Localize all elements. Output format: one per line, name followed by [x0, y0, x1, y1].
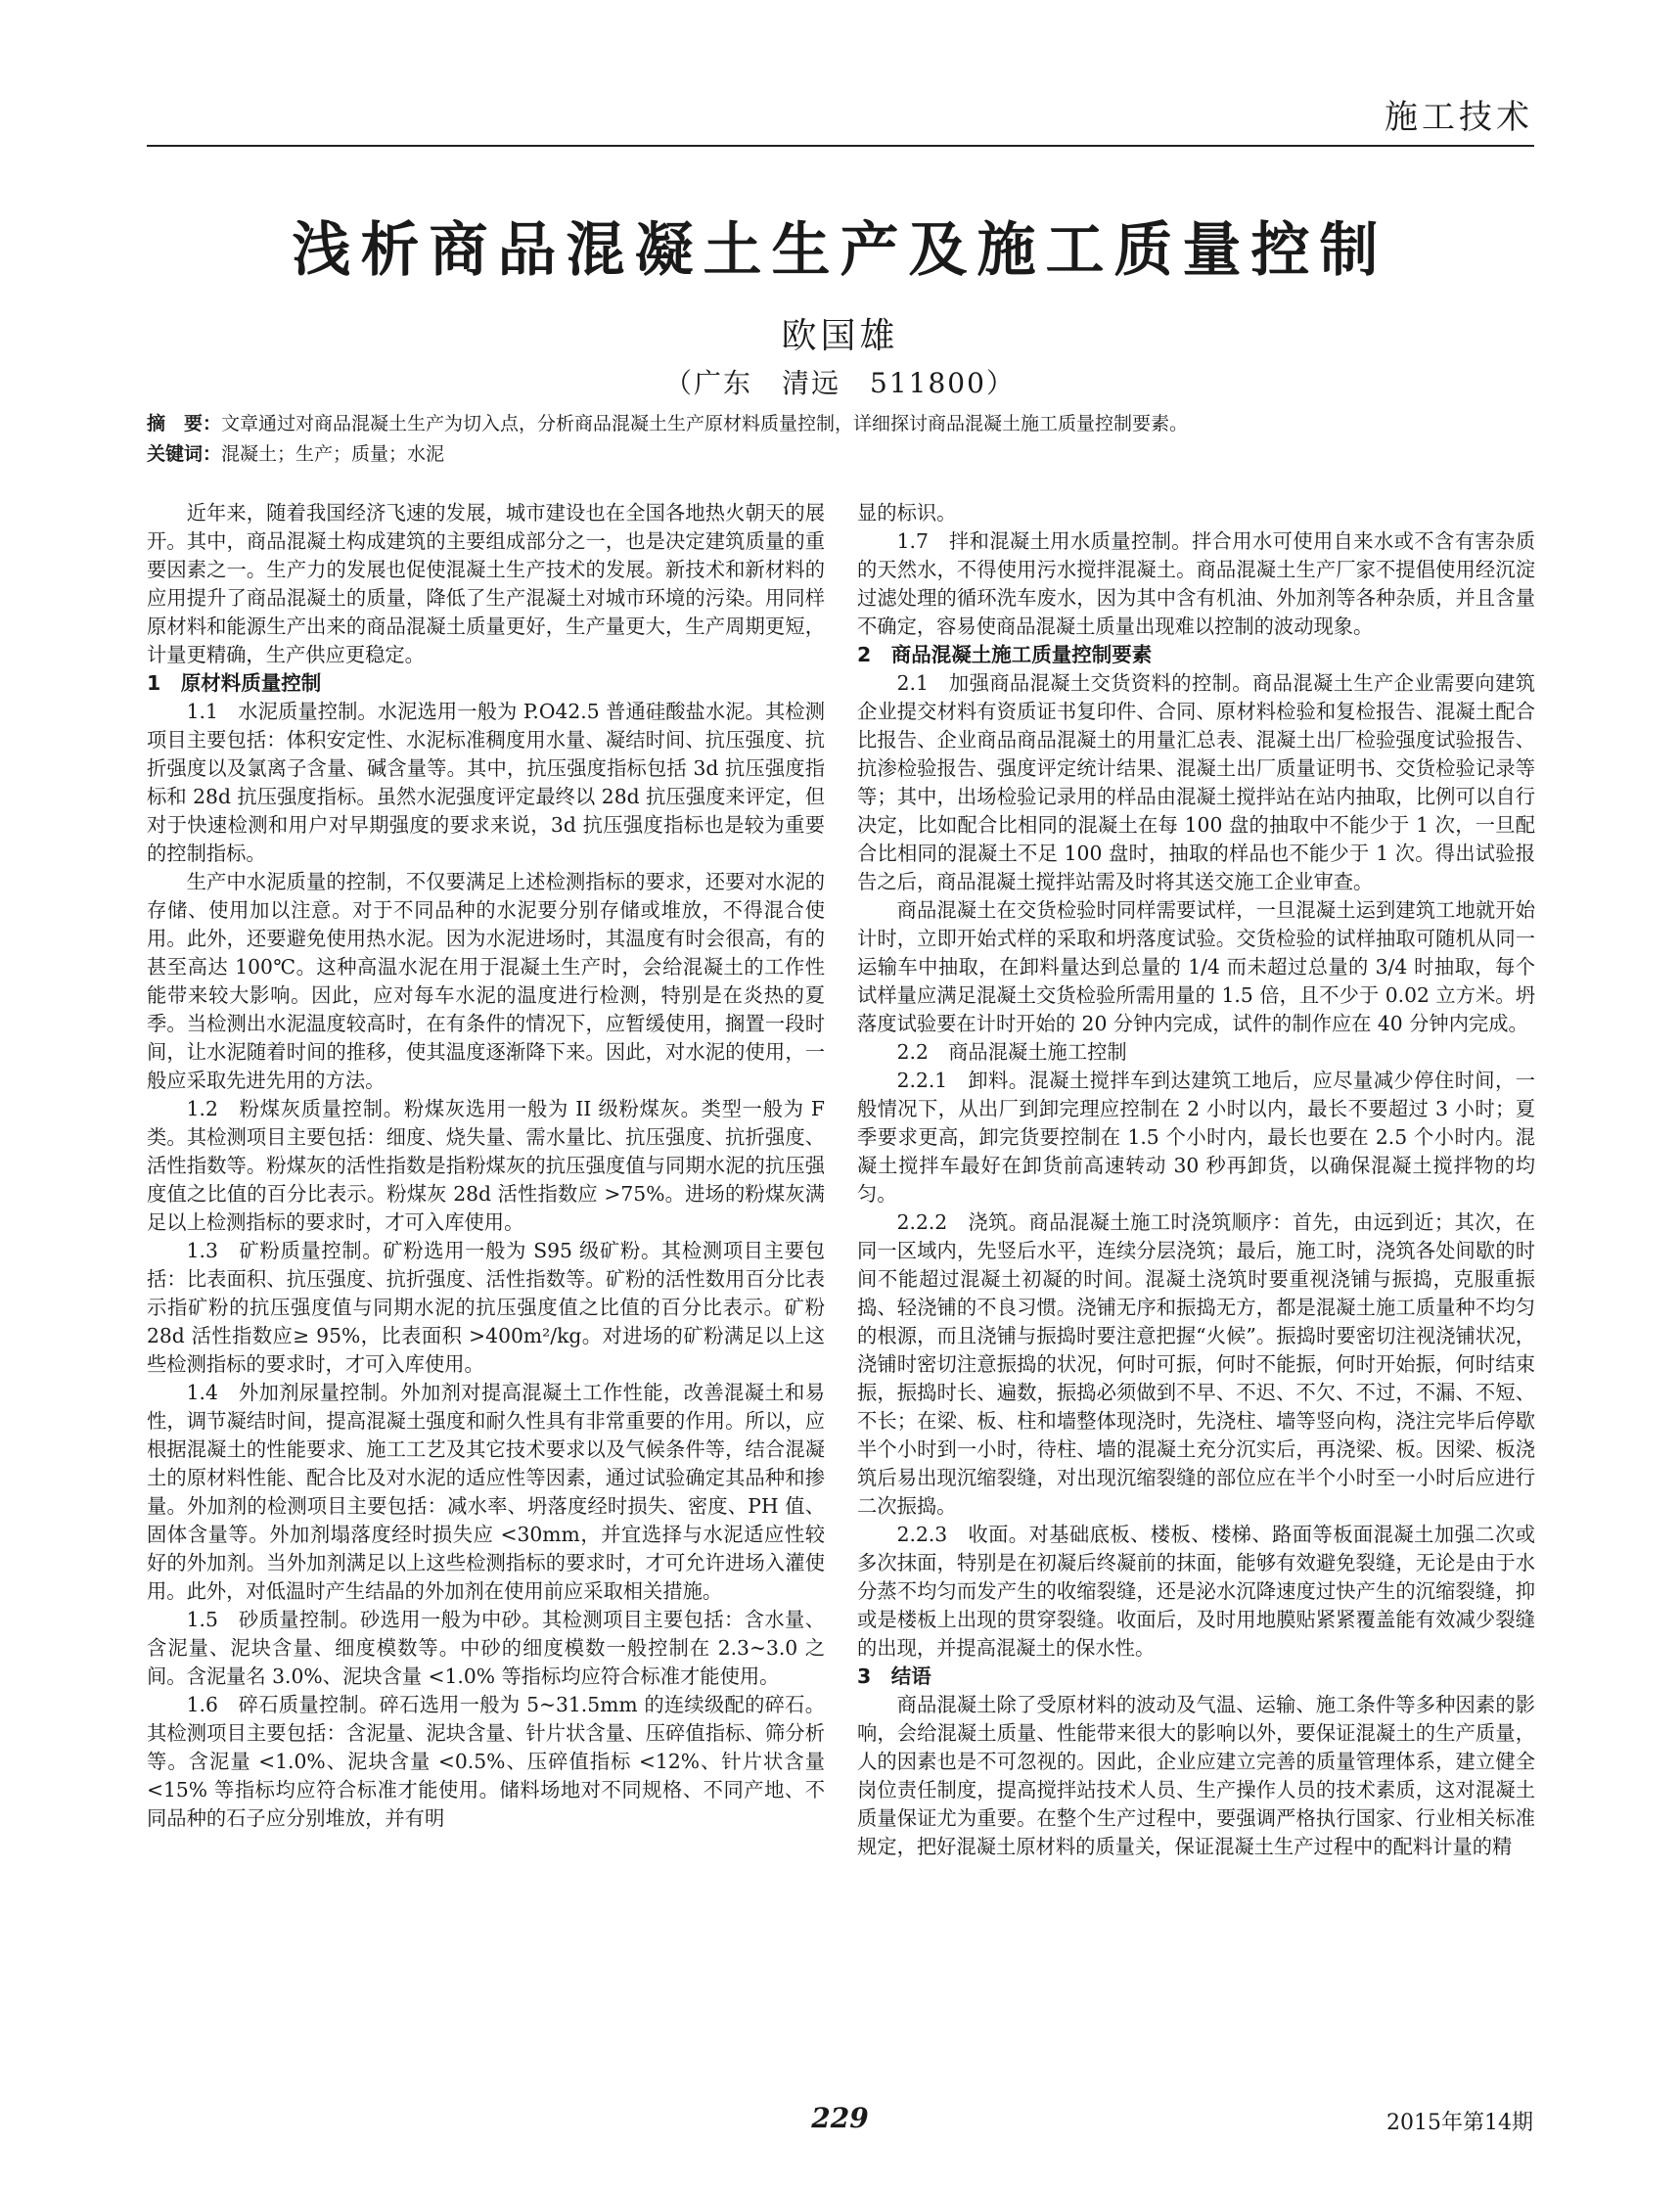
paragraph: 1.6 碎石质量控制。碎石选用一般为 5~31.5mm 的连续级配的碎石。其检测项目主要包括：含泥量、泥块含量、针片状含量、压碎值指标、筛分析等。含泥量 <1.0%、泥块含量 <0.5%、压碎值指标 <12%、针片状含量 <15% 等指标均应符合标准才能使用。储料场地对不同规格、不同产地、不同品种的石子应分别堆放，并有明 — [147, 1693, 825, 1830]
header-rule — [147, 145, 1534, 147]
article-author: 欧国雄 — [781, 316, 899, 356]
paragraph: 1.7 拌和混凝土用水质量控制。拌合用水可使用自来水或不含有害杂质的天然水，不得使用污水搅拌混凝土。商品混凝土生产厂家不提倡使用经沉淀过滤处理的循环洗车废水，因为其中含有机油、外加剂等各种杂质，并且含量不确定，容易使商品混凝土质量出现难以控制的波动现象。 — [857, 529, 1535, 638]
paragraph: 2.2.3 收面。对基础底板、楼板、楼梯、路面等板面混凝土加强二次或多次抹面，特别是在初凝后终凝前的抹面，能够有效避免裂缝，无论是由于水分蒸不均匀而发产生的收缩裂缝，还是泌水沉降速度过快产生的沉缩裂缝，抑或是楼板上出现的贯穿裂缝。收面后，及时用地膜贴紧紧覆盖能有效减少裂缝的出现，并提高混凝土的保水性。 — [857, 1523, 1535, 1660]
paragraph: 2.2.1 卸料。混凝土搅拌车到达建筑工地后，应尽量减少停住时间，一般情况下，从出厂到卸完理应控制在 2 小时以内，最长不要超过 3 小时；夏季要求更高，卸完货要控制在 1.5 个小时内，最长也要在 2.5 个小时内。混凝土搅拌车最好在卸货前高速转动 30 秒再卸货，以确保混凝土搅拌物的均匀。 — [857, 1069, 1535, 1206]
paragraph: 1.4 外加剂尿量控制。外加剂对提高混凝土工作性能，改善混凝土和易性，调节凝结时间，提高混凝土强度和耐久性具有非常重要的作用。所以，应根据混凝土的性能要求、施工工艺及其它技术要求以及气候条件等，结合混凝土的原材料性能、配合比及对水泥的适应性等因素，通过试验确定其品种和掺量。外加剂的检测项目主要包括：减水率、坍落度经时损失、密度、PH 值、固体含量等。外加剂塌落度经时损失应 <30mm，并宜选择与水泥适应性较好的外加剂。当外加剂满足以上这些检测指标的要求时，才可允许进场入灌使用。此外，对低温时产生结晶的外加剂在使用前应采取相关措施。 — [147, 1381, 825, 1603]
issue-label: 2015年第14期 — [1386, 2111, 1533, 2135]
paragraph: 1.2 粉煤灰质量控制。粉煤灰选用一般为 II 级粉煤灰。类型一般为 F 类。其检测项目主要包括：细度、烧失量、需水量比、抗压强度、抗折强度、活性指数等。粉煤灰的活性指数是指粉煤灰的抗压强度值与同期水泥的抗压强度值之比值的百分比表示。粉煤灰 28d 活性指数应 >75%。进场的粉煤灰满足以上检测指标的要求时，才可入库使用。 — [147, 1097, 825, 1234]
paragraph: 1.5 砂质量控制。砂选用一般为中砂。其检测项目主要包括：含水量、含泥量、泥块含量、细度模数等。中砂的细度模数一般控制在 2.3~3.0 之间。含泥量名 3.0%、泥块含量 <1.0% 等指标均应符合标准才能使用。 — [147, 1608, 825, 1688]
paragraph: 2.2 商品混凝土施工控制 — [896, 1040, 1127, 1064]
paragraph: 近年来，随着我国经济飞速的发展，城市建设也在全国各地热火朝天的展开。其中，商品混凝土构成建筑的主要组成部分之一，也是决定建筑质量的重要因素之一。生产力的发展也促使混凝土生产技术的发展。新技术和新材料的应用提升了商品混凝土的质量，降低了生产混凝土对城市环境的污染。用同样原材料和能源生产出来的商品混凝土质量更好，生产量更大，生产周期更短，计量更精确，生产供应更稳定。 — [147, 501, 825, 666]
right-column — [857, 499, 1535, 1861]
abstract-label: 摘 要： — [147, 413, 222, 434]
section-heading: 2 商品混凝土施工质量控制要素 — [857, 643, 1153, 666]
paragraph: 2.1 加强商品混凝土交货资料的控制。商品混凝土生产企业需要向建筑企业提交材料有资质证书复印件、合同、原材料检验和复检报告、混凝土配合比报告、企业商品商品混凝土的用量汇总表、混凝土出厂检验强度试验报告、抗渗检验报告、强度评定统计结果、混凝土出厂质量证明书、交货检验记录等等；其中，出场检验记录用的样品由混凝土搅拌站在站内抽取，比例可以自行决定，比如配合比相同的混凝土在每 100 盘的抽取中不能少于 1 次，一旦配合比相同的混凝土不足 100 盘时，抽取的样品也不能少于 1 次。得出试验报告之后，商品混凝土搅拌站需及时将其送交施工企业审查。 — [857, 671, 1535, 893]
keywords-text: 混凝土；生产；质量；水泥 — [221, 443, 445, 465]
left-column — [147, 499, 825, 1833]
paragraph: 1.3 矿粉质量控制。矿粉选用一般为 S95 级矿粉。其检测项目主要包括：比表面积、抗压强度、抗折强度、活性指数等。矿粉的活性数用百分比表示指矿粉的抗压强度值与同期水泥的抗压强度值之比值的百分比表示。矿粉 28d 活性指数应≥ 95%，比表面积 >400m²/kg。对进场的矿粉满足以上这些检测指标的要求时，才可入库使用。 — [147, 1239, 825, 1376]
section-label: 施工技术 — [1385, 98, 1533, 137]
paragraph: 显的标识。 — [857, 501, 957, 524]
keywords-label: 关键词： — [147, 443, 222, 465]
article-title: 浅析商品混凝土生产及施工质量控制 — [292, 216, 1388, 285]
paragraph: 生产中水泥质量的控制，不仅要满足上述检测指标的要求，还要对水泥的存储、使用加以注意。对于不同品种的水泥要分别存储或堆放，不得混合使用。此外，还要避免使用热水泥。因为水泥进场时，其温度有时会很高，有的甚至高达 100℃。这种高温水泥在用于混凝土生产时，会给混凝土的工作性能带来较大影响。因此，应对每车水泥的温度进行检测，特别是在炎热的夏季。当检测出水泥温度较高时，在有条件的情况下，应暂缓使用，搁置一段时间，让水泥随着时间的推移，使其温度逐渐降下来。因此，对水泥的使用，一般应采取先进先用的方法。 — [147, 870, 825, 1092]
paragraph: 商品混凝土在交货检验时同样需要试样，一旦混凝土运到建筑工地就开始计时，立即开始式样的采取和坍落度试验。交货检验的试样抽取可随机从同一运输车中抽取，在卸料量达到总量的 1/4 而未超过总量的 3/4 时抽取，每个试样量应满足混凝土交货检验所需用量的 1.5 倍，且不少于 0.02 立方米。坍落度试验要在计时开始的 20 分钟内完成，试件的制作应在 40 分钟内完成。 — [857, 898, 1535, 1035]
abstract-text: 文章通过对商品混凝土生产为切入点，分析商品混凝土生产原材料质量控制，详细探讨商品混凝土施工质量控制要素。 — [221, 413, 1189, 434]
keywords — [147, 439, 1534, 470]
page-number: 229 — [811, 2102, 869, 2134]
abstract — [147, 409, 1534, 439]
paragraph: 2.2.2 浇筑。商品混凝土施工时浇筑顺序：首先，由远到近；其次，在同一区域内，先竖后水平，连续分层浇筑；最后，施工时，浇筑各处间歇的时间不能超过混凝土初凝的时间。混凝土浇筑时要重视浇铺与振捣，克服重振捣、轻浇铺的不良习惯。浇铺无序和振捣无方，都是混凝土施工质量种不均匀的根源，而且浇铺与振捣时要注意把握“火候”。振捣时要密切注视浇铺状况，浇铺时密切注意振捣的状况，何时可振，何时不能振，何时开始振，何时结束振，振捣时长、遍数，振捣必须做到不早、不迟、不欠、不过，不漏、不短、不长；在梁、板、柱和墙整体现浇时，先浇柱、墙等竖向构，浇注完毕后停歇半个小时到一小时，待柱、墙的混凝土充分沉实后，再浇梁、板。因梁、板浇筑后易出现沉缩裂缝，对出现沉缩裂缝的部位应在半个小时至一小时后应进行二次振捣。 — [857, 1210, 1535, 1518]
section-heading: 3 结语 — [857, 1665, 931, 1688]
paragraph: 1.1 水泥质量控制。水泥选用一般为 P.O42.5 普通硅酸盐水泥。其检测项目主要包括：体积安定性、水泥标准稠度用水量、凝结时间、抗压强度、抗折强度以及氯离子含量、碱含量等。其中，抗压强度指标包括 3d 抗压强度指标和 28d 抗压强度指标。虽然水泥强度评定最终以 28d 抗压强度来评定，但对于快速检测和用户对早期强度的要求来说，3d 抗压强度指标也是较为重要的控制指标。 — [147, 700, 825, 865]
article-affiliation: （广东 清远 511800） — [664, 367, 1016, 399]
paragraph: 商品混凝土除了受原材料的波动及气温、运输、施工条件等多种因素的影响，会给混凝土质量、性能带来很大的影响以外，要保证混凝土的生产质量，人的因素也是不可忽视的。因此，企业应建立完善的质量管理体系，建立健全岗位责任制度，提高搅拌站技术人员、生产操作人员的技术素质，这对混凝土质量保证尤为重要。在整个生产过程中，要强调严格执行国家、行业相关标准规定，把好混凝土原材料的质量关，保证混凝土生产过程中的配料计量的精 — [857, 1693, 1535, 1858]
abstract-block — [147, 409, 1534, 470]
section-heading: 1 原材料质量控制 — [147, 671, 322, 695]
